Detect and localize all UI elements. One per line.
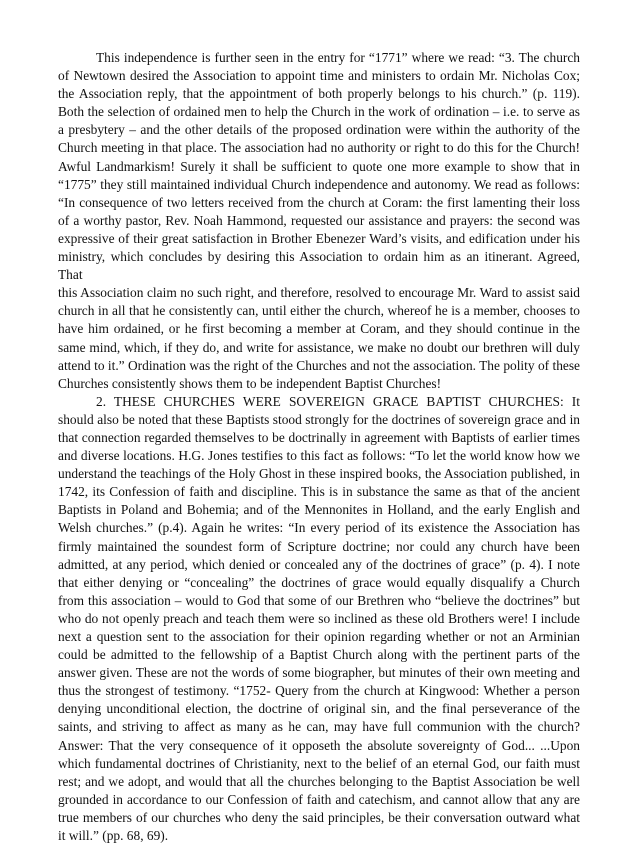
paragraph-sovereign-grace: 2. THESE CHURCHES WERE SOVEREIGN GRACE BAPTIST CHURCHES: It should also be noted that these Baptists stood strongly for the doctrines of sovereign grace and in that connection regarded themselves to be doctrinally in agreement with Baptists of earlier times and diverse locations. H.G. Jones testifies to this fact as follows: “To let the world know how we understand the teachings of the Holy Ghost in these inspired books, the Association published, in 1742, its Confession of faith and discipline. This is in substance the same as that of the ancient Baptists in Poland and Bohemia; and of the Mennonites in Holland, and the early English and Welsh churches.” (p.4). Again he writes: “In every period of its existence the Association has firmly maintained the soundest form of Scripture doctrine; nor could any church have been admitted, at any period, which denied or concealed any of the doctrines of grace” (p. 4). I note that either denying or “concealing” the doctrines of grace would equally disqualify a Church from this association – would to God that some of our Brethren who “believe the doctrines” but who do not openly preach and teach them were so inclined as these old Brothers were! I include next a question sent to the association for their opinion regarding whether or not an Arminian could be admitted to the fellowship of a Baptist Church along with the pertinent parts of the answer given. These are not the words of some biographer, but minutes of their own meeting and thus the strongest of testimony. “1752- Query from the church at Kingwood: Whether a person denying unconditional election, the doctrine of original sin, and the final perseverance of the saints, and striving to affect as many as he can, may have full communion with the church? Answer: That the very consequence of it opposeth the absolute sovereignty of God... ...Upon which fundamental doctrines of Christianity, next to the belief of an eternal God, our faith must rest; and we adopt, and would that all the churches belonging to the Baptist Association be well grounded in accordance to our Confession of faith and catechism, and cannot allow that any are true members of our churches who deny the said principles, be their conversation outward what it will.” (pp. 68, 69). bbox=[58, 393, 580, 844]
paragraph-independence-1771: This independence is further seen in the entry for “1771” where we read: “3. The church of Newtown desired the Association to appoint time and ministers to ordain Mr. Nicholas Cox; the Association reply, that the appointment of both properly belongs to his church.” (p. 119). Both the selection of ordained men to help the Church in the work of ordination – i.e. to serve as a presbytery – and the other details of the proposed ordination were within the authority of the Church meeting in that place. The association had no authority or right to do this for the Church! Awful Landmarkism! Surely it shall be sufficient to quote one more example to show that in “1775” they still maintained individual Church independence and autonomy. We read as follows: “In consequence of two letters received from the church at Coram: the first lamenting their loss of a worthy pastor, Rev. Noah Hammond, requested our assistance and prayers: the second was expressive of their great satisfaction in Brother Ebenezer Ward’s visits, and edification under his ministry, which concludes by desiring this Association to ordain him as an itinerant. Agreed, That bbox=[58, 50, 580, 283]
document-page bbox=[58, 49, 580, 845]
paragraph-association-claim: this Association claim no such right, and therefore, resolved to encourage Mr. Ward to assist said church in all that he consistently can, until either the church, whereof he is a member, chooses to have him ordained, or he first becoming a member at Coram, and they should continue in the same mind, which, if they do, and write for assistance, we make no doubt our brethren will duly attend to it.” Ordination was the right of the Churches and not the association. The polity of these Churches consistently shows them to be independent Baptist Churches! bbox=[58, 285, 580, 391]
